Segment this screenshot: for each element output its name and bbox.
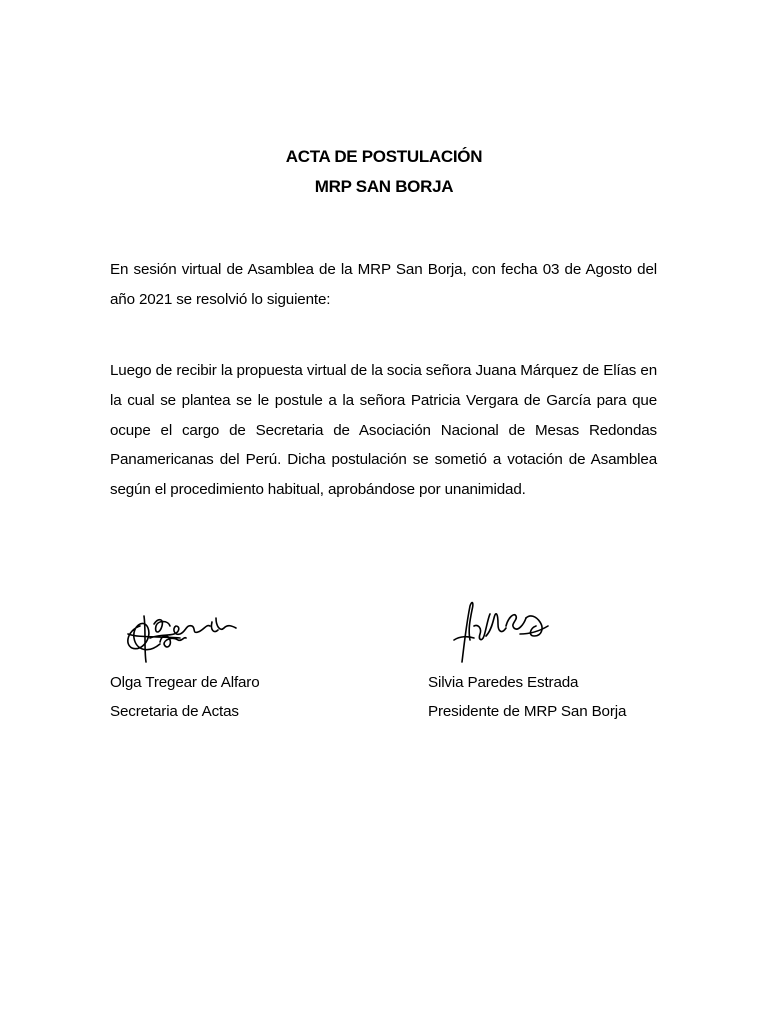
signature-left-image — [120, 604, 242, 664]
paragraph-intro: En sesión virtual de Asamblea de la MRP San Borja, con fecha 03 de Agosto del año 2021 se resolvió lo siguiente: — [110, 261, 657, 308]
signatory-left-role: Secretaria de Actas — [110, 703, 239, 720]
signature-right-image — [448, 596, 558, 666]
signatory-right-role: Presidente de MRP San Borja — [428, 703, 627, 720]
paragraph-resolution: Luego de recibir la propuesta virtual de la socia señora Juana Márquez de Elías en la cual se plantea se le postule a la señora Patricia Vergara de García para que ocupe el cargo de Secretaria de Asociación Nacional de Mesas Redondas Panamericanas del Perú. Dicha postulación se sometió a votación de Asamblea según el procedimiento habitual, aprobándose por unanimidad. — [110, 362, 657, 499]
document-subtitle: MRP SAN BORJA — [314, 177, 454, 196]
signatory-left-name: Olga Tregear de Alfaro — [110, 674, 260, 691]
signatory-right-name: Silvia Paredes Estrada — [428, 674, 579, 691]
document-title: ACTA DE POSTULACIÓN — [285, 147, 483, 166]
